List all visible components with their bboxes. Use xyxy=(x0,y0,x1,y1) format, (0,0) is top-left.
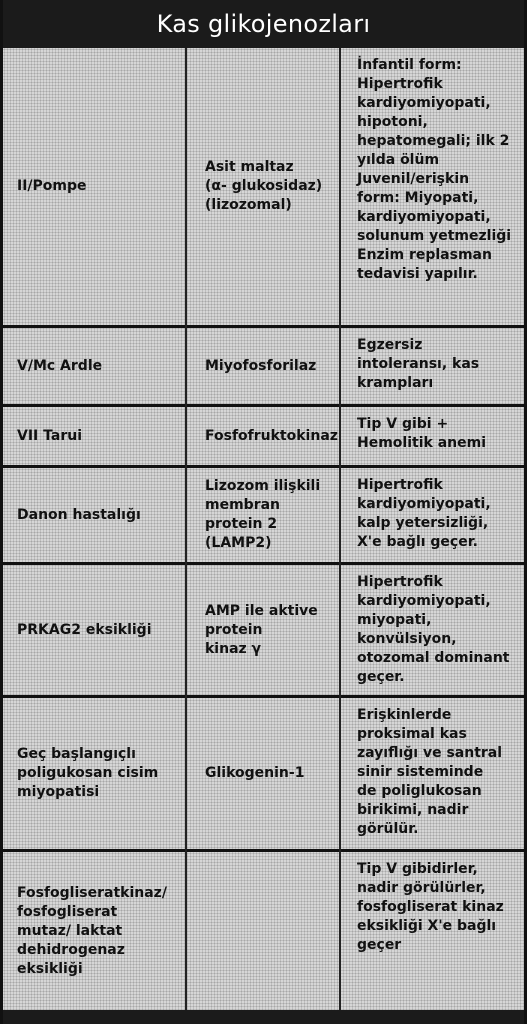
disease-cell: Geç başlangıçlı poligukosan cisim miyopatisi xyxy=(17,746,159,800)
table-row xyxy=(3,468,524,565)
notes-cell: Egzersiz intoleransı, kas krampları xyxy=(357,337,480,391)
table-row xyxy=(3,48,524,328)
enzyme-cell: Miyofosforilaz xyxy=(205,357,317,374)
table-row xyxy=(3,698,524,852)
enzyme-cell: Glikogenin-1 xyxy=(205,765,305,781)
enzyme-cell xyxy=(193,852,341,1010)
notes-cell: Tip V gibidirler, nadir görülürler, fosfogliserat kinaz eksikliği X'e bağlı geçer xyxy=(357,861,504,953)
column-divider xyxy=(185,48,187,1010)
notes-cell: İnfantil form: Hipertrofik kardiyomiyopati, hipotoni, hepatomegali; ilk 2 yılda ölüm Juvenil/erişkin form: Miyopati, kardiyomiyopati, solunum yetmezliği Enzim replasman tedavisi yapılır. xyxy=(357,57,512,282)
table-row xyxy=(3,565,524,698)
column-divider xyxy=(339,48,341,1010)
notes-cell: Hipertrofik kardiyomiyopati, kalp yetersizliği, X'e bağlı geçer. xyxy=(357,477,491,550)
table-footer-bar xyxy=(3,1010,524,1024)
table-row xyxy=(3,407,524,468)
enzyme-cell: Asit maltaz (α- glukosidaz) (lizozomal) xyxy=(205,159,323,213)
disease-cell: II/Pompe xyxy=(17,178,87,194)
table-title: Kas glikojenozları xyxy=(3,0,524,48)
disease-cell: V/Mc Ardle xyxy=(17,357,103,374)
disease-cell: Danon hastalığı xyxy=(17,506,141,523)
notes-cell: Hipertrofik kardiyomiyopati, miyopati, konvülsiyon, otozomal dominant geçer. xyxy=(357,574,510,685)
disease-cell: VII Tarui xyxy=(17,427,82,444)
notes-cell: Erişkinlerde proksimal kas zayıflığı ve santral sinir sisteminde de poliglukosan birikimi, nadir görülür. xyxy=(357,707,503,837)
disease-cell: Fosfogliseratkinaz/ fosfogliserat mutaz/ laktat dehidrogenaz eksikliği xyxy=(17,884,167,977)
table-row xyxy=(3,852,524,1010)
disease-cell: PRKAG2 eksikliği xyxy=(17,621,152,638)
enzyme-cell: AMP ile aktive protein kinaz γ xyxy=(205,602,318,657)
enzyme-cell: Fosfofruktokinaz xyxy=(205,427,338,444)
table-row xyxy=(3,328,524,407)
enzyme-cell: Lizozom ilişkili membran protein 2 (LAMP2) xyxy=(205,478,321,551)
notes-cell: Tip V gibi + Hemolitik anemi xyxy=(357,416,486,451)
